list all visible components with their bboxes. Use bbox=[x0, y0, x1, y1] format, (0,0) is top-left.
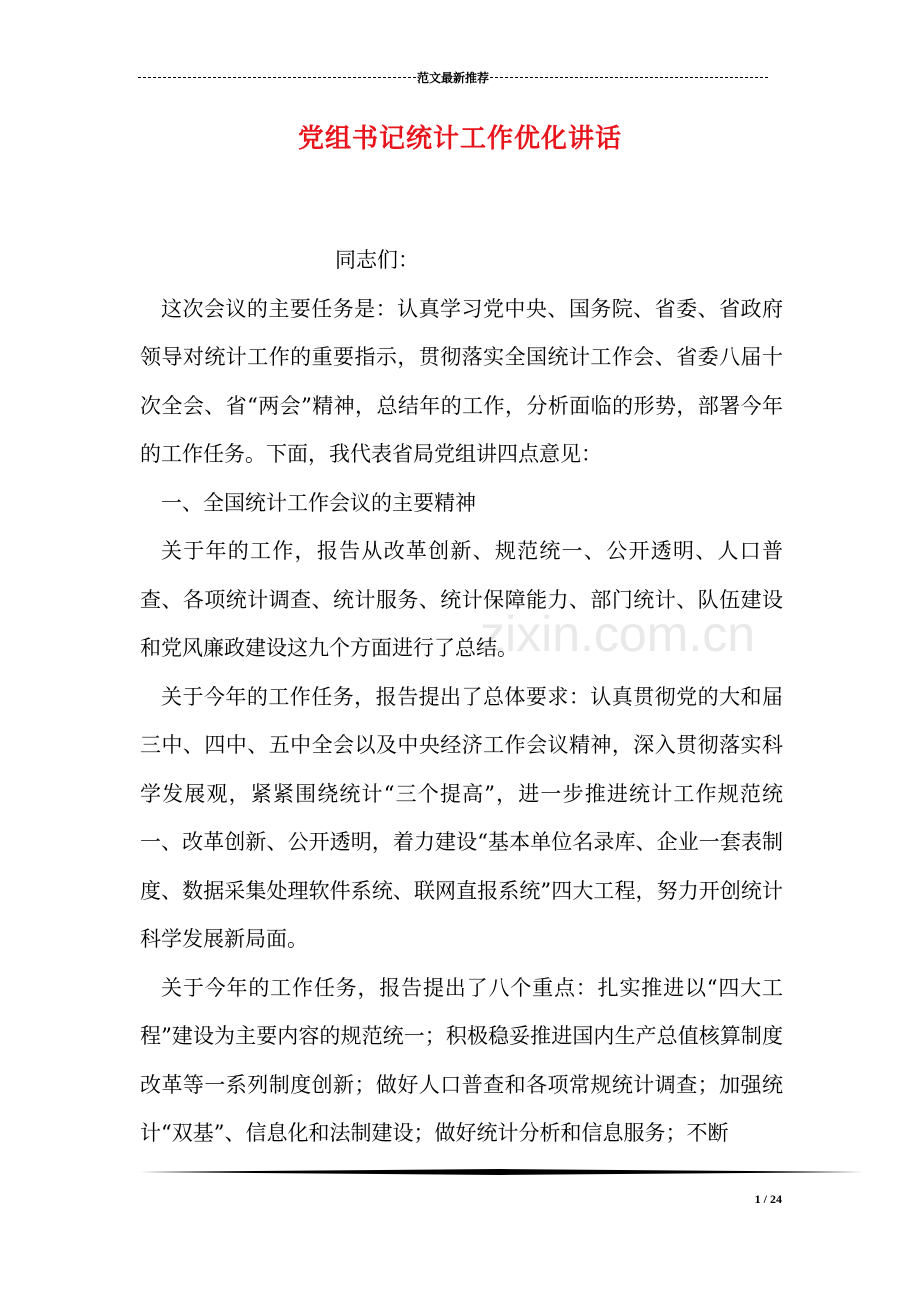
footer-rule bbox=[140, 1169, 863, 1175]
document-title: 党组书记统计工作优化讲话 bbox=[297, 124, 622, 154]
document-body bbox=[140, 236, 783, 1158]
header-dash-right bbox=[490, 77, 768, 78]
paragraph: 关于年的工作，报告从改革创新、规范统一、公开透明、人口普查、各项统计调查、统计服务、统计保障能力、部门统计、队伍建设和党风廉政建设这九个方面进行了总结。 bbox=[140, 539, 783, 660]
watermark: zixin.com.cn bbox=[480, 606, 756, 662]
page-number: 1 / 24 bbox=[754, 1192, 782, 1206]
section-heading: 一、全国统计工作会议的主要精神 bbox=[161, 490, 476, 515]
header-dash-left bbox=[138, 77, 416, 78]
page-header bbox=[138, 67, 768, 87]
salutation: 同志们： bbox=[335, 248, 419, 272]
paragraph: 关于今年的工作任务，报告提出了总体要求：认真贯彻党的大和届三中、四中、五中全会以及中央经济工作会议精神，深入贯彻落实科学发展观，紧紧围绕统计“三个提高”，进一步推进统计工作规范统一、改革创新、公开透明，着力建设“基本单位名录库、企业一套表制度、数据采集处理软件系统、联网直报系统”四大工程，努力开创统计科学发展新局面。 bbox=[140, 684, 783, 951]
header-label: 范文最新推荐 bbox=[417, 70, 490, 85]
paragraph: 这次会议的主要任务是：认真学习党中央、国务院、省委、省政府领导对统计工作的重要指示，贯彻落实全国统计工作会、省委八届十次全会、省“两会”精神，总结年的工作，分析面临的形势，部署今年的工作任务。下面，我代表省局党组讲四点意见： bbox=[140, 296, 783, 466]
paragraph: 关于今年的工作任务，报告提出了八个重点：扎实推进以“四大工程”建设为主要内容的规范统一；积极稳妥推进国内生产总值核算制度改革等一系列制度创新；做好人口普查和各项常规统计调查；加强统计“双基”、信息化和法制建设；做好统计分析和信息服务；不断 bbox=[140, 975, 783, 1145]
